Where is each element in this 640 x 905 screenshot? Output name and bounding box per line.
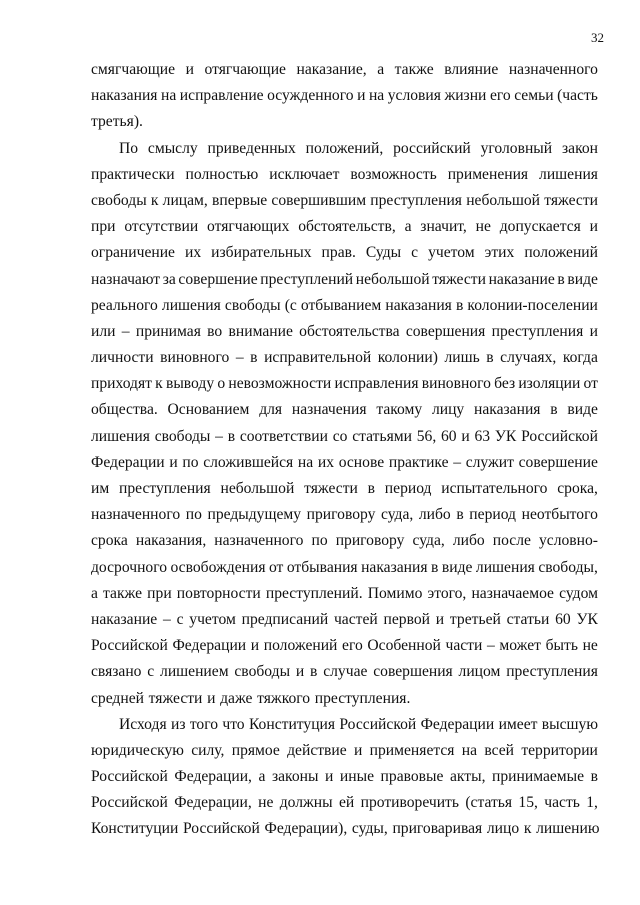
text-line: третья).: [91, 113, 143, 131]
text-line: общества. Основанием для назначения такому лицу наказания в виде: [91, 401, 598, 419]
text-line: при отсутствии отягчающих обстоятельств, а значит, не допускается и: [91, 218, 598, 236]
text-line: Российской Федерации и положений его Особенной части – может быть не: [91, 637, 598, 655]
text-line: им преступления небольшой тяжести в период испытательного срока,: [91, 480, 598, 497]
text-line: досрочного освобождения от отбывания наказания в виде лишения свободы,: [91, 558, 598, 576]
text-line: личности виновного – в исправительной колонии) лишь в случаях, когда: [91, 349, 598, 367]
text-line: Российской Федерации, не должны ей противоречить (статья 15, часть 1,: [91, 794, 598, 812]
paragraph: [91, 136, 598, 712]
paragraph: [91, 57, 598, 136]
text-line: юридическую силу, прямое действие и применяется на всей территории: [91, 741, 598, 759]
text-line: Исходя из того что Конституция Российской Федерации имеет высшую: [119, 715, 598, 733]
text-line: практически полностью исключает возможность применения лишения: [91, 165, 598, 183]
text-line: или – принимая во внимание обстоятельства совершения преступления и: [91, 322, 598, 340]
paragraph: [91, 712, 598, 843]
text-line: ограничение их избирательных прав. Суды с учетом этих положений: [91, 244, 598, 262]
text-line: назначенного по предыдущему приговору суда, либо в период неотбытого: [91, 506, 598, 524]
text-line: По смыслу приведенных положений, российский уголовный закон: [119, 139, 598, 157]
text-line: наказание – с учетом предписаний частей первой и третьей статьи 60 УК: [91, 610, 598, 628]
text-line: назначают за совершение преступлений небольшой тяжести наказание в виде: [91, 270, 598, 288]
text-line: смягчающие и отягчающие наказание, а также влияние назначенного: [91, 61, 598, 78]
text-line: лишения свободы – в соответствии со статьями 56, 60 и 63 УК Российской: [91, 427, 598, 445]
text-line: а также при повторности преступлений. Помимо этого, назначаемое судом: [91, 584, 598, 602]
text-line: реального лишения свободы (с отбыванием наказания в колонии-поселении: [91, 296, 598, 314]
text-line: приходят к выводу о невозможности исправления виновного без изоляции от: [91, 375, 598, 393]
text-line: связано с лишением свободы и в случае совершения лицом преступления: [91, 663, 598, 681]
document-body: [91, 57, 598, 843]
text-line: средней тяжести и даже тяжкого преступления.: [91, 689, 411, 707]
text-line: Российской Федерации, а законы и иные правовые акты, принимаемые в: [91, 768, 598, 786]
text-line: свободы к лицам, впервые совершившим преступления небольшой тяжести: [91, 191, 598, 209]
text-line: Федерации и по сложившейся на их основе практике – служит совершение: [91, 453, 598, 471]
text-line: наказания на исправление осужденного и на условия жизни его семьи (часть: [91, 87, 598, 105]
text-line: срока наказания, назначенного по приговору суда, либо после условно-: [91, 532, 598, 550]
page-number: 32: [591, 30, 604, 45]
text-line: Конституции Российской Федерации), суды, приговаривая лицо к лишению: [91, 820, 600, 838]
